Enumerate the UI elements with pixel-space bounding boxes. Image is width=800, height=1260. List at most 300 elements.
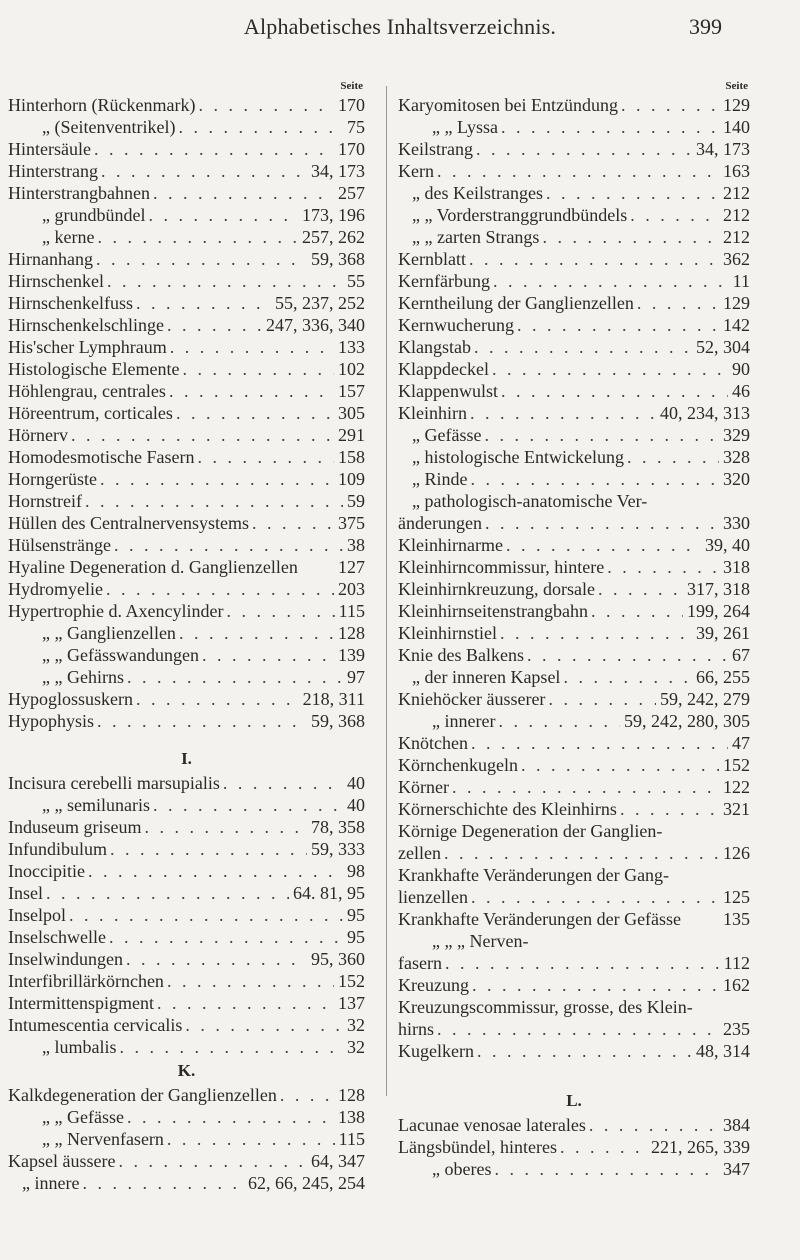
index-entry [8, 578, 365, 600]
index-entry [8, 556, 365, 578]
index-term: hirns [398, 1019, 434, 1039]
dot-leader [179, 358, 334, 380]
index-term: „ Rinde [412, 469, 468, 489]
index-entry [8, 904, 365, 926]
dot-leader [199, 644, 334, 666]
dot-leader [167, 336, 334, 358]
index-term: „ „ semilunaris [42, 795, 150, 815]
page-references: 126 [723, 843, 750, 863]
page-references [746, 820, 750, 842]
index-term: Krankhafte Veränderungen der Gefässe [398, 909, 682, 929]
index-term: „ „ Vorderstranggrundbündels [412, 205, 628, 225]
index-entry [398, 446, 750, 468]
page-references: 102 [338, 359, 365, 379]
page-references: 48, 314 [696, 1041, 750, 1061]
page-references: 375 [338, 513, 365, 533]
index-entry [398, 314, 750, 336]
page-references: 139 [338, 645, 365, 665]
index-entry [8, 402, 365, 424]
page-references: 55, 237, 252 [275, 293, 365, 313]
index-entry [8, 666, 365, 688]
page-references: 129 [723, 293, 750, 313]
letter-heading-i: I. [181, 749, 192, 768]
index-entry [8, 468, 365, 490]
index-group-l [398, 1114, 750, 1180]
page-references: 329 [723, 425, 750, 445]
page-references: 203 [338, 579, 365, 599]
dot-leader [94, 710, 307, 732]
index-term: „ histologische Entwickelung [412, 447, 624, 467]
index-term: Hinterstrang [8, 161, 98, 181]
index-entry [398, 688, 750, 710]
dot-leader [133, 688, 299, 710]
dot-leader [514, 314, 719, 336]
page-references: 170 [338, 139, 365, 159]
index-term: „ des Keilstranges [412, 183, 543, 203]
page-references: 39, 261 [696, 623, 750, 643]
index-term: Kreuzungscommissur, grosse, des Klein- [398, 997, 693, 1017]
index-term: „ innere [22, 1173, 80, 1193]
index-term: „ lumbalis [42, 1037, 117, 1057]
dot-leader [617, 798, 719, 820]
dot-leader [482, 512, 719, 534]
index-term: Hintersäule [8, 139, 91, 159]
index-entry [398, 138, 750, 160]
index-term: Inselwindungen [8, 949, 123, 969]
page-references: 317, 318 [687, 579, 750, 599]
dot-leader [468, 732, 728, 754]
page-references: 40, 234, 313 [660, 403, 750, 423]
index-entry [398, 380, 750, 402]
index-term: „ „ Gefässwandungen [42, 645, 199, 665]
dot-leader [595, 578, 683, 600]
index-term: „ „ zarten Strangs [412, 227, 540, 247]
page-references: 158 [338, 447, 365, 467]
page-references: 40 [347, 795, 365, 815]
index-term: „ „ Lyssa [432, 117, 498, 137]
index-entry [8, 292, 365, 314]
dot-leader [468, 886, 719, 908]
seite-label: Seite [340, 80, 363, 92]
dot-leader [469, 974, 719, 996]
dot-leader [662, 820, 746, 842]
page-references [746, 996, 750, 1018]
index-entry [398, 248, 750, 270]
index-term: Kernfärbung [398, 271, 490, 291]
index-entry [8, 94, 365, 116]
dot-leader [498, 116, 719, 138]
index-term: Längsbündel, hinteres [398, 1137, 557, 1157]
page-references: 173, 196 [302, 205, 365, 225]
letter-heading-l: L. [566, 1091, 582, 1110]
dot-leader [182, 1014, 343, 1036]
index-entry [8, 926, 365, 948]
index-term: Inselschwelle [8, 927, 106, 947]
index-entry [398, 622, 750, 644]
page-references: 40 [347, 773, 365, 793]
dot-leader [85, 860, 343, 882]
index-entry [8, 1128, 365, 1150]
page-references: 221, 265, 339 [651, 1137, 750, 1157]
index-term: „ „ Gehirns [42, 667, 124, 687]
dot-leader [503, 534, 701, 556]
index-entry [8, 138, 365, 160]
page-references: 157 [338, 381, 365, 401]
page-references: 212 [723, 205, 750, 225]
dot-leader [249, 512, 334, 534]
index-term: Kernblatt [398, 249, 466, 269]
index-term: zellen [398, 843, 441, 863]
index-term: „ pathologisch-anatomische Ver- [412, 491, 648, 511]
page-references: 109 [338, 469, 365, 489]
index-entry [398, 512, 750, 534]
index-term: Kleinhirn [398, 403, 467, 423]
page-references: 320 [723, 469, 750, 489]
page-references: 34, 173 [696, 139, 750, 159]
dot-leader [518, 754, 719, 776]
page-references: 97 [347, 667, 365, 687]
index-term: Intumescentia cervicalis [8, 1015, 183, 1035]
page-references: 62, 66, 245, 254 [248, 1173, 365, 1193]
index-term: Klappenwulst [398, 381, 498, 401]
index-entry [398, 556, 750, 578]
dot-leader [481, 424, 719, 446]
index-entry [8, 116, 365, 138]
index-entry [398, 468, 750, 490]
dot-leader [442, 952, 720, 974]
dot-leader [164, 1128, 335, 1150]
dot-leader [557, 1136, 647, 1158]
index-term: Kleinhirnseitenstrangbahn [398, 601, 588, 621]
page-references: 328 [723, 447, 750, 467]
index-group-k-left [8, 1084, 365, 1194]
index-term: „ „ Nervenfasern [42, 1129, 164, 1149]
spacer [8, 732, 365, 746]
dot-leader [82, 490, 343, 512]
dot-leader [434, 160, 719, 182]
dot-leader [115, 1150, 307, 1172]
index-entry [8, 424, 365, 446]
page-references: 38 [347, 535, 365, 555]
index-term: Kapsel äussere [8, 1151, 116, 1171]
index-term: „ der inneren Kapsel [412, 667, 561, 687]
dot-leader [298, 556, 334, 578]
index-entry [398, 732, 750, 754]
dot-leader [150, 794, 343, 816]
index-term: Keilstrang [398, 139, 473, 159]
dot-leader [111, 534, 343, 556]
index-entry [8, 1106, 365, 1128]
index-term: Klangstab [398, 337, 471, 357]
page-references: 59, 242, 280, 305 [624, 711, 750, 731]
dot-leader [560, 666, 692, 688]
index-entry [398, 908, 750, 930]
index-term: Incisura cerebelli marsupialis [8, 773, 220, 793]
page-references: 32 [347, 1015, 365, 1035]
index-entry [8, 882, 365, 904]
page-references: 321 [723, 799, 750, 819]
dot-leader [277, 1084, 334, 1106]
index-term: Hinterhorn (Rückenmark) [8, 95, 196, 115]
index-entry [398, 820, 750, 842]
index-entry [8, 1172, 365, 1194]
dot-leader [449, 776, 719, 798]
index-entry [398, 842, 750, 864]
page-references: 199, 264 [687, 601, 750, 621]
page-references: 133 [338, 337, 365, 357]
index-entry [398, 292, 750, 314]
index-term: Höhlengrau, centrales [8, 381, 166, 401]
index-term: Hornstreif [8, 491, 82, 511]
page-references: 125 [723, 887, 750, 907]
dot-leader [441, 842, 719, 864]
page-references: 362 [723, 249, 750, 269]
dot-leader [103, 578, 334, 600]
page-references: 142 [723, 315, 750, 335]
index-term: „ „ Gefässe [42, 1107, 124, 1127]
page-references: 95, 360 [311, 949, 365, 969]
index-entry [398, 490, 750, 512]
page-references: 52, 304 [696, 337, 750, 357]
page-references: 32 [347, 1037, 365, 1057]
page-references: 78, 358 [311, 817, 365, 837]
index-entry [8, 816, 365, 838]
dot-leader [66, 904, 343, 926]
dot-leader [495, 710, 620, 732]
index-entry [8, 772, 365, 794]
page-references: 127 [338, 557, 365, 577]
page-references: 64. 81, 95 [293, 883, 365, 903]
dot-leader [223, 600, 334, 622]
dot-leader [176, 622, 334, 644]
index-term: lienzellen [398, 887, 468, 907]
index-term: Hypophysis [8, 711, 95, 731]
page-references: 128 [338, 623, 365, 643]
page-references: 347 [723, 1159, 750, 1179]
index-term: Lacunae venosae laterales [398, 1115, 586, 1135]
dot-leader [467, 402, 656, 424]
index-entry [398, 1114, 750, 1136]
index-entry [8, 336, 365, 358]
page-references: 257 [338, 183, 365, 203]
index-entry [398, 952, 750, 974]
page-references: 112 [723, 953, 750, 973]
page-references: 59 [347, 491, 365, 511]
page-references: 247, 336, 340 [266, 315, 365, 335]
index-entry [398, 1158, 750, 1180]
page-references: 128 [338, 1085, 365, 1105]
dot-leader [466, 248, 719, 270]
right-column [398, 80, 750, 1180]
dot-leader [141, 816, 307, 838]
page-references: 384 [723, 1115, 750, 1135]
dot-leader [498, 380, 728, 402]
index-entry [398, 974, 750, 996]
dot-leader [543, 182, 719, 204]
index-term: His'scher Lymphraum [8, 337, 167, 357]
index-entry [398, 864, 750, 886]
page-references: 115 [338, 601, 365, 621]
dot-leader [624, 446, 719, 468]
page-references: 137 [338, 993, 365, 1013]
page-references: 75 [347, 117, 365, 137]
index-entry [398, 270, 750, 292]
index-entry [8, 838, 365, 860]
index-term: „ oberes [432, 1159, 492, 1179]
index-group-h [8, 94, 365, 732]
page-references: 95 [347, 905, 365, 925]
page-references: 59, 333 [311, 839, 365, 859]
page-references: 129 [723, 95, 750, 115]
index-term: Hirnschenkelschlinge [8, 315, 164, 335]
index-term: Insel [8, 883, 43, 903]
dot-leader [164, 314, 262, 336]
dot-leader [473, 138, 692, 160]
page-references: 47 [732, 733, 750, 753]
index-entry [8, 182, 365, 204]
dot-leader [43, 882, 289, 904]
index-entry [398, 600, 750, 622]
dot-leader [524, 644, 728, 666]
index-term: Intermittenspigment [8, 993, 154, 1013]
dot-leader [123, 948, 307, 970]
dot-leader [588, 600, 683, 622]
index-term: „ „ Ganglienzellen [42, 623, 176, 643]
dot-leader [539, 226, 719, 248]
index-group-k-right [398, 94, 750, 1062]
dot-leader [434, 1018, 719, 1040]
page-references: 305 [338, 403, 365, 423]
dot-leader [528, 930, 746, 952]
page-references: 46 [732, 381, 750, 401]
index-term: „ „ „ Nerven- [432, 931, 529, 951]
index-entry [8, 270, 365, 292]
index-entry [398, 402, 750, 424]
index-term: Klappdeckel [398, 359, 489, 379]
index-entry [8, 1036, 365, 1058]
index-term: Körnchenkugeln [398, 755, 518, 775]
page-references [746, 930, 750, 952]
index-entry [8, 644, 365, 666]
seite-label: Seite [725, 80, 748, 92]
index-entry [8, 1150, 365, 1172]
index-entry [8, 688, 365, 710]
dot-leader [150, 182, 334, 204]
index-term: Höreentrum, corticales [8, 403, 173, 423]
index-term: Hinterstrangbahnen [8, 183, 150, 203]
dot-leader [681, 908, 719, 930]
index-term: Kleinhirnarme [398, 535, 503, 555]
index-entry [8, 710, 365, 732]
index-entry [398, 182, 750, 204]
page-references: 55 [347, 271, 365, 291]
dot-leader [627, 204, 719, 226]
page-references: 115 [338, 1129, 365, 1149]
index-entry [398, 226, 750, 248]
index-entry [8, 992, 365, 1014]
index-term: Horngerüste [8, 469, 97, 489]
index-term: Körnige Degeneration der Ganglien- [398, 821, 663, 841]
index-entry [398, 160, 750, 182]
dot-leader [175, 116, 343, 138]
dot-leader [68, 424, 334, 446]
index-group-i [8, 772, 365, 1058]
index-term: änderungen [398, 513, 482, 533]
dot-leader [490, 270, 729, 292]
dot-leader [124, 1106, 334, 1128]
page-references: 11 [732, 271, 750, 291]
index-term: Knötchen [398, 733, 468, 753]
dot-leader [195, 94, 334, 116]
index-term: Kern [398, 161, 434, 181]
index-entry [8, 248, 365, 270]
index-term: Kniehöcker äusserer [398, 689, 546, 709]
page-references: 257, 262 [302, 227, 365, 247]
page-header [0, 14, 800, 54]
index-term: Interfibrillärkörnchen [8, 971, 164, 991]
index-term: Kleinhirnstiel [398, 623, 497, 643]
index-term: Hydromyelie [8, 579, 103, 599]
page-references: 64, 347 [311, 1151, 365, 1171]
dot-leader [545, 688, 656, 710]
index-term: Kalkdegeneration der Ganglienzellen [8, 1085, 277, 1105]
dot-leader [604, 556, 719, 578]
dot-leader [98, 160, 307, 182]
index-term: „ innerer [432, 711, 496, 731]
page-references: 152 [723, 755, 750, 775]
page-references: 235 [723, 1019, 750, 1039]
index-entry [398, 116, 750, 138]
index-entry [398, 1136, 750, 1158]
index-entry [8, 358, 365, 380]
page-references: 59, 242, 279 [660, 689, 750, 709]
index-term: „ Gefässe [412, 425, 482, 445]
index-entry [398, 1040, 750, 1062]
page-references: 59, 368 [311, 249, 365, 269]
index-term: Kreuzung [398, 975, 469, 995]
index-entry [8, 226, 365, 248]
dot-leader [106, 926, 343, 948]
index-entry [398, 578, 750, 600]
page-references: 163 [723, 161, 750, 181]
page-references: 152 [338, 971, 365, 991]
index-term: Kerntheilung der Ganglienzellen [398, 293, 634, 313]
dot-leader [117, 1036, 344, 1058]
index-term: Induseum griseum [8, 817, 142, 837]
index-term: Hypertrophie d. Axencylinder [8, 601, 224, 621]
page-references [746, 864, 750, 886]
index-term: Inselpol [8, 905, 66, 925]
page-number: 399 [689, 14, 722, 39]
dot-leader [79, 1172, 244, 1194]
page-title: Alphabetisches Inhaltsverzeichnis. [243, 14, 557, 39]
index-term: Körnerschichte des Kleinhirns [398, 799, 617, 819]
spacer [398, 1062, 750, 1088]
index-entry [8, 622, 365, 644]
index-entry [398, 666, 750, 688]
index-term: Hirnschenkelfuss [8, 293, 133, 313]
index-term: Hörnerv [8, 425, 68, 445]
dot-leader [104, 270, 343, 292]
index-term: fasern [398, 953, 442, 973]
index-entry [398, 1018, 750, 1040]
dot-leader [91, 138, 334, 160]
dot-leader [97, 468, 334, 490]
index-entry [398, 996, 750, 1018]
dot-leader [618, 94, 719, 116]
index-entry [8, 490, 365, 512]
left-column [8, 80, 365, 1194]
